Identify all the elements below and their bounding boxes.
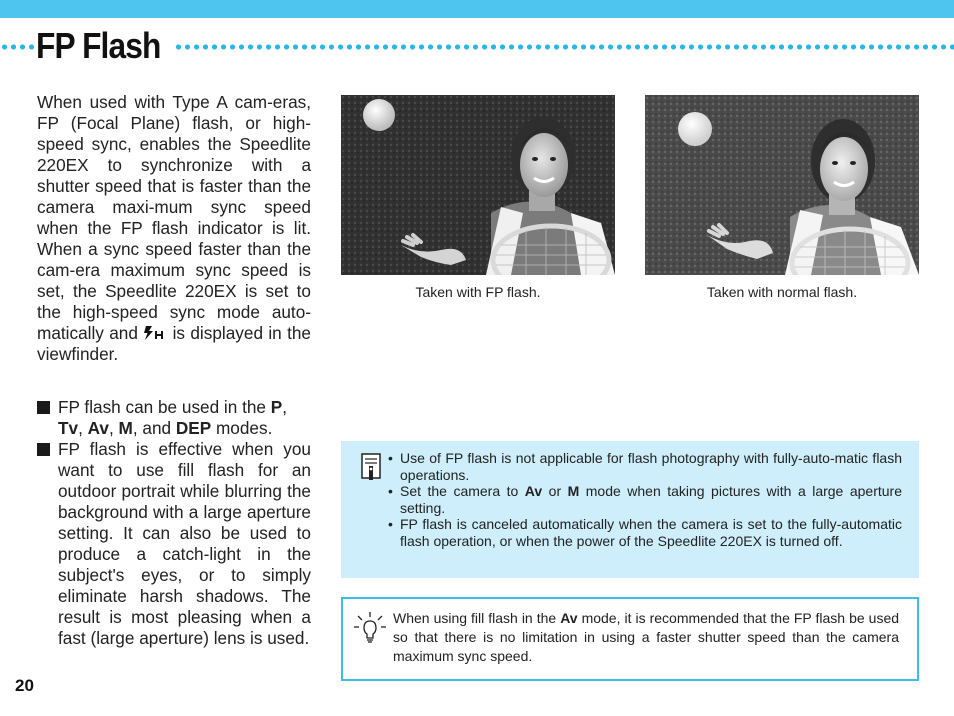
intro-text-2: is displayed in the viewfinder. xyxy=(37,323,311,364)
photo-normal-flash xyxy=(645,95,919,275)
caption-normal-flash: Taken with normal flash. xyxy=(706,284,858,300)
intro-paragraph xyxy=(37,92,311,365)
tip-text xyxy=(393,609,899,666)
caption-fp-flash: Taken with FP flash. xyxy=(415,284,541,300)
note-text: Set the camera to xyxy=(400,483,525,499)
tip-box xyxy=(341,597,919,681)
note-text: mode when taking pictures with a large aperture setting. xyxy=(400,483,902,516)
list-item xyxy=(37,439,311,649)
note-text: or xyxy=(542,483,568,499)
lightbulb-icon xyxy=(353,611,387,645)
page-number: 20 xyxy=(15,676,34,695)
list-item: • FP flash is canceled automatically when the camera is set to the fully-automatic flash operation, or when the power of the Speedlite 220EX is turned off. xyxy=(388,516,902,549)
page-title: FP Flash xyxy=(36,25,161,66)
tennis-portrait-normal-image xyxy=(645,95,919,275)
mode-av: Av xyxy=(560,610,578,626)
bullet-text: FP flash can be used in the xyxy=(58,397,271,417)
photo-fp-flash xyxy=(341,95,615,275)
separator: , and xyxy=(132,418,176,438)
list-item xyxy=(37,397,311,439)
list-item xyxy=(388,483,902,516)
memo-icon xyxy=(361,453,381,483)
mode-p: P xyxy=(270,397,283,417)
bullet-text: FP flash is effective when you want to use fill flash for an outdoor portrait while blurring the background with a large aperture setting. It can also be used to produce a catch-light in the subject's eyes, or to simply eliminate harsh shadows. The result is most pleasing when a fast (large aperture) lens is used. xyxy=(58,439,311,648)
separator: , xyxy=(78,418,88,438)
note-box xyxy=(341,441,919,578)
bullet-text: modes. xyxy=(211,418,273,438)
tennis-portrait-fp-image xyxy=(341,95,615,275)
tip-text-1: When using fill flash in the xyxy=(393,610,561,626)
separator: , xyxy=(282,397,288,417)
separator: , xyxy=(108,418,119,438)
mode-m: M xyxy=(118,418,133,438)
square-bullet-icon xyxy=(37,401,50,414)
top-color-bar xyxy=(0,0,954,18)
mode-dep: DEP xyxy=(175,418,212,438)
mode-tv: Tv xyxy=(58,418,79,438)
square-bullet-icon xyxy=(37,443,50,456)
title-row xyxy=(0,26,954,66)
mode-m: M xyxy=(567,483,580,499)
tip-text-2: mode, it is recommended that the FP flash be used so that there is no limitation in using a faster shutter speed than the camera maximum sync speed. xyxy=(393,610,900,664)
mode-av: Av xyxy=(87,418,109,438)
title-dots-right xyxy=(174,44,954,50)
fp-flash-h-icon xyxy=(143,325,167,341)
title-dots-left xyxy=(0,44,34,50)
mode-av: Av xyxy=(524,483,543,499)
intro-text-1: When used with Type A cam-eras, FP (Focal Plane) flash, or high-speed sync, enables the Speedlite 220EX to synchronize with a shutter speed that is faster than the camera maxi-mum sync speed when the FP flash indicator is lit. When a sync speed faster than the cam-era maximum sync speed is set, the Speedlite 220EX is set to the high-speed sync mode auto-matically and xyxy=(37,92,311,343)
list-item: • Use of FP flash is not applicable for flash photography with fully-auto-matic flash operations. xyxy=(388,450,902,483)
note-list xyxy=(388,450,902,549)
feature-list xyxy=(37,397,311,649)
